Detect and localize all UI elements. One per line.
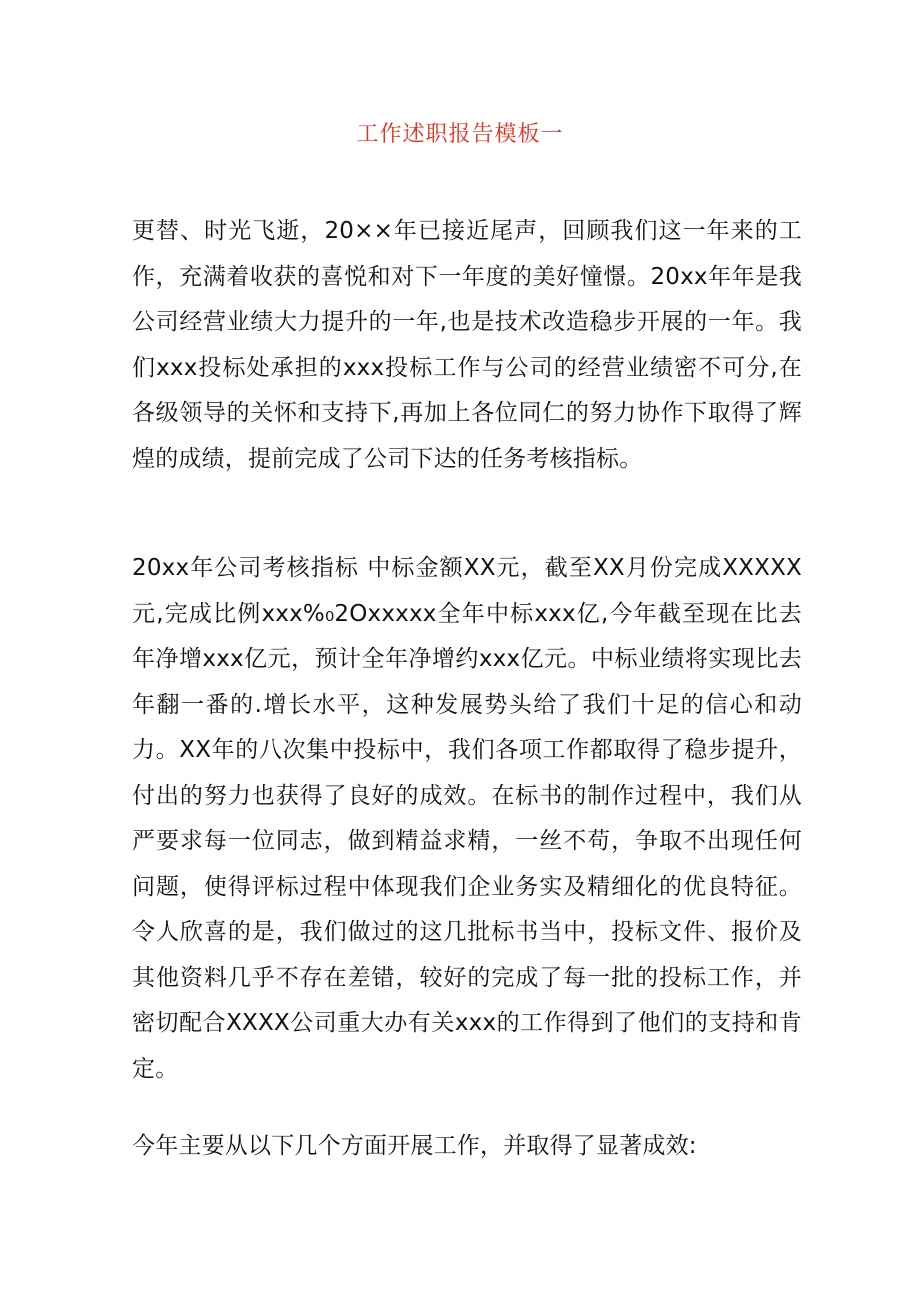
paragraph-performance: 20xx年公司考核指标 中标金额XX元，截至XX月份完成XXXXX元,完成比例xxx%₀2Oxxxxx全年中标xxx亿,今年截至现在比去年净增xxx亿元，预计全年净增约xxx亿元。中标业绩将实现比去年翻一番的.增长水平，这种发展势头给了我们十足的信心和动力。XX年的八次集中投标中，我们各项工作都取得了稳步提升，付出的努力也获得了良好的成效。在标书的制作过程中，我们从严要求每一位同志，做到精益求精，一丝不苟，争取不出现任何问题，使得评标过程中体现我们企业务实及精细化的优良特征。令人欣喜的是，我们做过的这几批标书当中，投标文件、报价及其他资料几乎不存在差错，较好的完成了每一批的投标工作，并密切配合XXXX公司重大办有关xxx的工作得到了他们的支持和肯定。 — [132, 555, 802, 1082]
paragraph-summary-lead: 今年主要从以下几个方面开展工作，并取得了显著成效: — [132, 1133, 697, 1159]
paragraph-intro: 更替、时光飞逝，20××年已接近尾声，回顾我们这一年来的工作，充满着收获的喜悦和对下一年度的美好憧憬。20xx年年是我公司经营业绩大力提升的一年,也是技术改造稳步开展的一年。我们xxx投标处承担的xxx投标工作与公司的经营业绩密不可分,在各级领导的关怀和支持下,再加上各位同仁的努力协作下取得了辉煌的成绩，提前完成了公司下达的任务考核指标。 — [132, 218, 802, 472]
document-title: 工作述职报告模板一 — [356, 122, 564, 147]
